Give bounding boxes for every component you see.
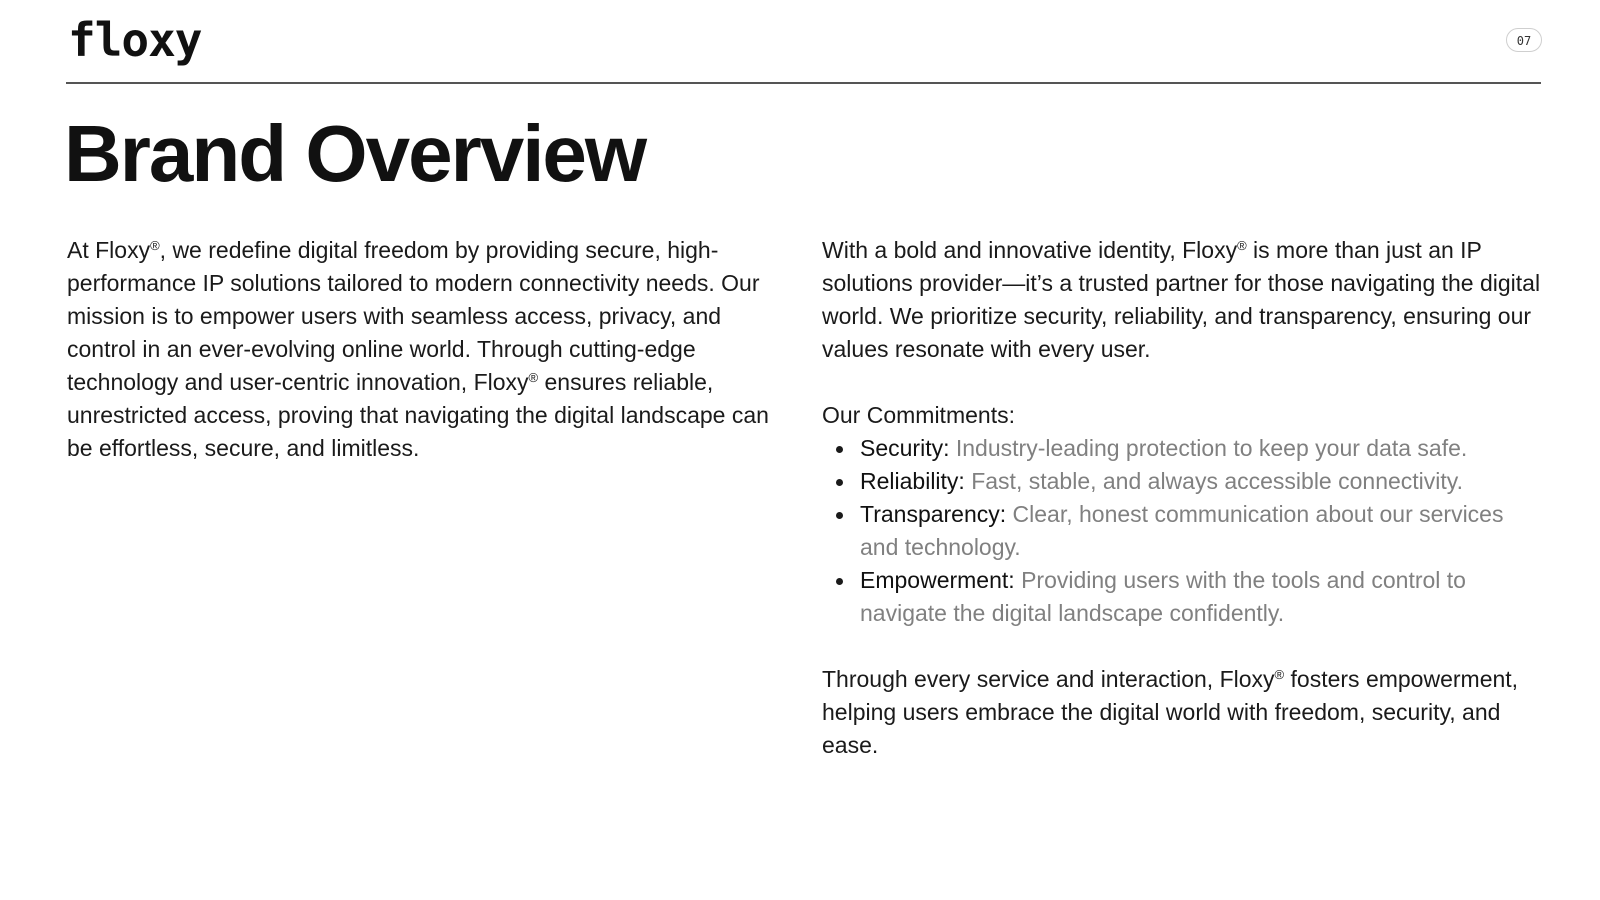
- mission-text-3: ensures reliable, unrestricted access, proving that navigating the digital landscape can be effortless, secure, and limitless.: [67, 369, 769, 461]
- closing-text-2: fosters empowerment, helping users embrace the digital world with freedom, security, and ease.: [822, 666, 1519, 758]
- mission-text-2: , we redefine digital freedom by providing secure, high-performance IP solutions tailored to modern connectivity needs. Our mission is to empower users with seamless access, privacy, and control in an ever-evolving online world. Through cutting-edge technology and user-centric innovation, Floxy: [67, 237, 760, 395]
- commitment-term: Transparency:: [860, 501, 1007, 527]
- identity-text-1: With a bold and innovative identity, Floxy: [822, 237, 1238, 263]
- registered-mark: ®: [528, 370, 539, 385]
- commitment-item-transparency: [860, 498, 1546, 564]
- floxy-logo: floxy: [68, 13, 202, 67]
- header-divider: [66, 82, 1541, 84]
- commitments-heading: Our Commitments:: [822, 402, 1015, 428]
- registered-mark: ®: [1237, 238, 1247, 253]
- commitment-item-security: [860, 432, 1546, 465]
- commitment-term: Empowerment:: [860, 567, 1015, 593]
- identity-text-2: is more than just an IP solutions provider—it’s a trusted partner for those navigating the digital world. We prioritize security, reliability, and transparency, ensuring our values resonate with every user.: [822, 237, 1541, 362]
- mission-text-1: At Floxy: [67, 237, 151, 263]
- registered-mark: ®: [1274, 667, 1285, 682]
- commitment-description: Industry-leading protection to keep your data safe.: [955, 435, 1468, 461]
- commitment-term: Security:: [860, 435, 950, 461]
- commitment-term: Reliability:: [860, 468, 965, 494]
- overview-left-column: [67, 234, 789, 465]
- commitment-description: Clear, honest communication about our services and technology.: [860, 501, 1504, 560]
- closing-paragraph: [822, 663, 1546, 762]
- spacer: [822, 630, 1546, 663]
- mission-paragraph: [67, 234, 789, 465]
- registered-mark: ®: [150, 238, 160, 253]
- identity-paragraph: [822, 234, 1546, 366]
- commitment-item-reliability: [860, 465, 1546, 498]
- commitment-item-empowerment: [860, 564, 1546, 630]
- closing-text-1: Through every service and interaction, Floxy: [822, 666, 1275, 692]
- page-number-badge: 07: [1506, 28, 1542, 52]
- page-title: Brand Overview: [64, 109, 646, 198]
- commitments-list: [822, 432, 1546, 630]
- commitment-description: Fast, stable, and always accessible connectivity.: [971, 468, 1463, 494]
- spacer: [822, 366, 1546, 399]
- commitment-description: Providing users with the tools and control to navigate the digital landscape confidently.: [860, 567, 1466, 626]
- overview-right-column: [822, 234, 1546, 762]
